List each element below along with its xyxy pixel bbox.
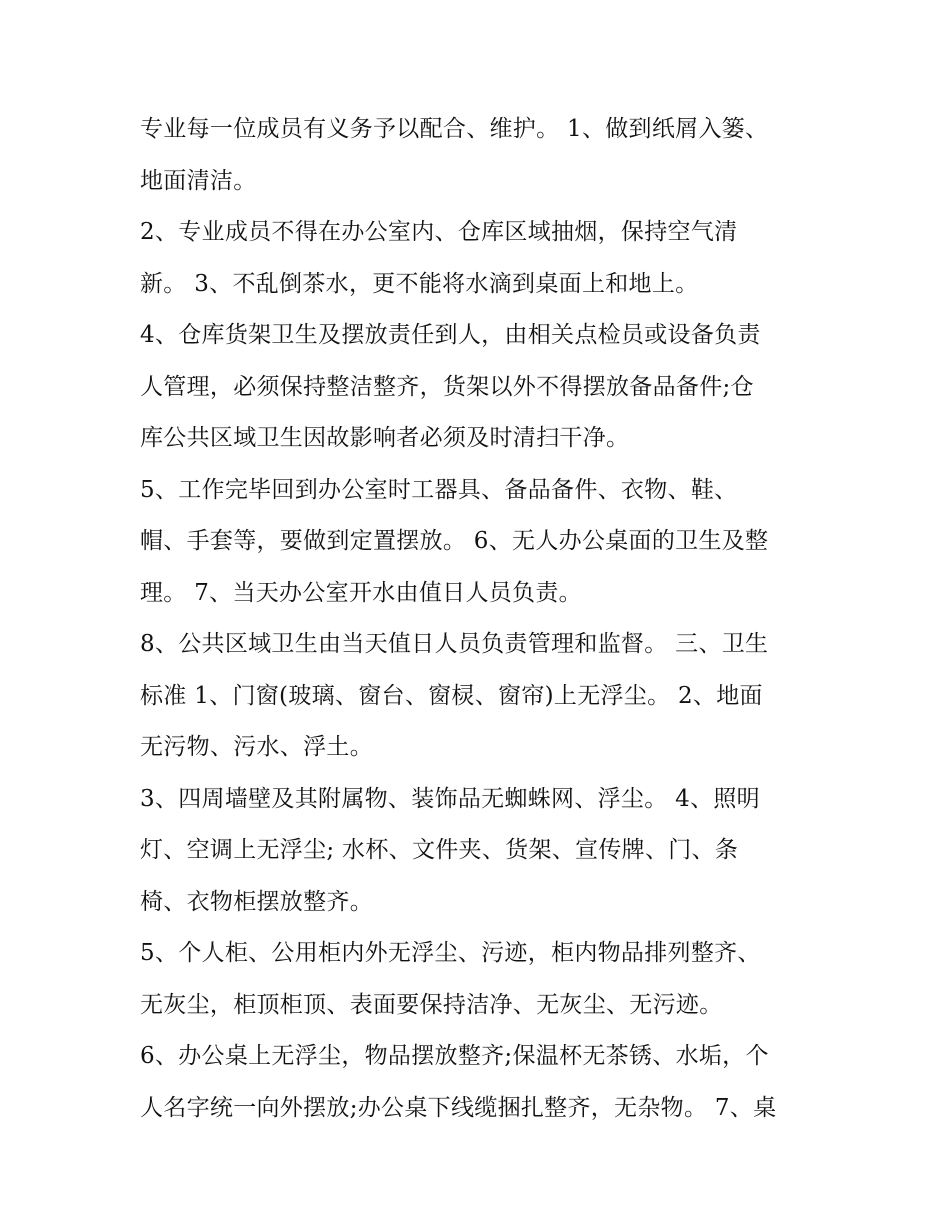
text-line: 4、仓库货架卫生及摆放责任到人，由相关点检员或设备负责	[140, 322, 761, 348]
text-line: 理。 7、当天办公室开水由值日人员负责。	[140, 579, 582, 606]
text-line: 6、办公桌上无浮尘，物品摆放整齐;保温杯无茶锈、水垢，个	[140, 1043, 769, 1069]
text-line: 帽、手套等，要做到定置摆放。 6、无人办公桌面的卫生及整	[140, 528, 769, 554]
text-line: 8、公共区域卫生由当天值日人员负责管理和监督。 三、卫生	[140, 631, 769, 657]
text-line: 5、个人柜、公用柜内外无浮尘、污迹，柜内物品排列整齐、	[140, 940, 761, 966]
text-line: 新。 3、不乱倒茶水，更不能将水滴到桌面上和地上。	[140, 270, 699, 297]
text-line: 无污物、污水、浮土。	[140, 734, 373, 760]
text-line: 库公共区域卫生因故影响者必须及时清扫干净。	[140, 425, 630, 451]
text-line: 2、专业成员不得在办公室内、仓库区域抽烟，保持空气清	[140, 219, 738, 245]
text-line: 3、四周墙壁及其附属物、装饰品无蜘蛛网、浮尘。 4、照明	[140, 785, 760, 812]
text-line: 地面清洁。	[140, 167, 257, 194]
text-line: 标准 1、门窗(玻璃、窗台、窗棂、窗帘)上无浮尘。 2、地面	[140, 682, 763, 709]
text-line: 无灰尘，柜顶柜顶、表面要保持洁净、无灰尘、无污迹。	[140, 991, 723, 1018]
text-line: 人管理，必须保持整洁整齐，货架以外不得摆放备品备件;仓	[140, 373, 754, 400]
text-line: 椅、衣物柜摆放整齐。	[140, 888, 373, 915]
text-line: 灯、空调上无浮尘; 水杯、文件夹、货架、宣传牌、门、条	[140, 837, 739, 863]
body-text	[140, 104, 820, 1134]
text-line: 专业每一位成员有义务予以配合、维护。 1、做到纸屑入篓、	[140, 116, 769, 142]
text-line: 5、工作完毕回到办公室时工器具、备品备件、衣物、鞋、	[140, 476, 738, 503]
text-line: 人名字统一向外摆放;办公桌下线缆捆扎整齐，无杂物。 7、桌	[140, 1094, 777, 1121]
